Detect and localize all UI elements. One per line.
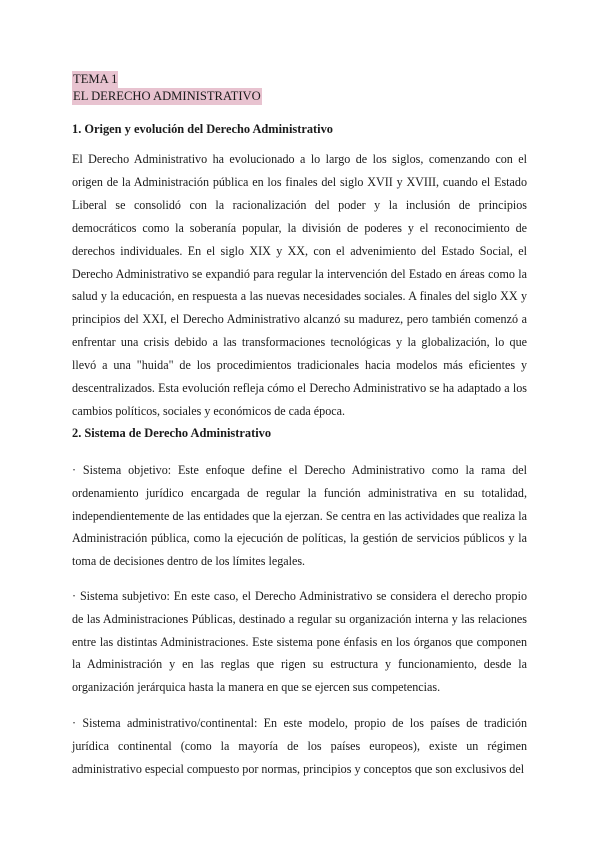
section-origin-title: 1. Origen y evolución del Derecho Administrativo (72, 122, 333, 136)
section-origin-paragraph: El Derecho Administrativo ha evolucionado a lo largo de los siglos, comenzando con el origen de la Administración pública en los finales del siglo XVII y XVIII, cuando el Estado Liberal se consolidó con la racionalización del poder y la inclusión de principios democráticos como la soberanía popular, la división de poderes y el reconocimiento de derechos individuales. En el siglo XIX y XX, con el advenimiento del Estado Social, el Derecho Administrativo se expandió para regular la intervención del Estado en áreas como la salud y la educación, en respuesta a las nuevas necesidades sociales. A finales del siglo XX y principios del XXI, el Derecho Administrativo alcanzó su madurez, pero también comenzó a enfrentar una crisis debido a las transformaciones tecnológicas y la globalización, lo que llevó a una "huida" de los procedimientos tradicionales hacia modelos más eficientes y descentralizados. Esta evolución refleja cómo el Derecho Administrativo se ha adaptado a los cambios políticos, sociales y económicos de cada época. (72, 152, 527, 418)
tema-label: TEMA 1 (73, 72, 118, 86)
document-title: EL DERECHO ADMINISTRATIVO (73, 89, 261, 103)
system-item-continental: · Sistema administrativo/continental: En este modelo, propio de los países de tradición jurídica continental (como la mayoría de los países europeos), existe un régimen administrativo especial compuesto por normas, principios y conceptos que son exclusivos del (72, 716, 527, 776)
system-item-objetivo: · Sistema objetivo: Este enfoque define el Derecho Administrativo como la rama del ordenamiento jurídico encargada de regular la función administrativa en su totalidad, independientemente de las entidades que la ejerzan. Se centra en las actividades que realiza la Administración pública, como la ejecución de políticas, la gestión de servicios públicos y la toma de decisiones dentro de los límites legales. (72, 463, 527, 569)
system-item-subjetivo: · Sistema subjetivo: En este caso, el Derecho Administrativo se considera el derecho propio de las Administraciones Públicas, destinado a regular su organización interna y las relaciones entre las distintas Administraciones. Este sistema pone énfasis en los órganos que componen la Administración y en las reglas que rigen su estructura y funcionamiento, desde la organización jerárquica hasta la manera en que se ejercen sus competencias. (72, 589, 527, 695)
document-header (72, 71, 262, 105)
section-system-title: 2. Sistema de Derecho Administrativo (72, 426, 272, 440)
